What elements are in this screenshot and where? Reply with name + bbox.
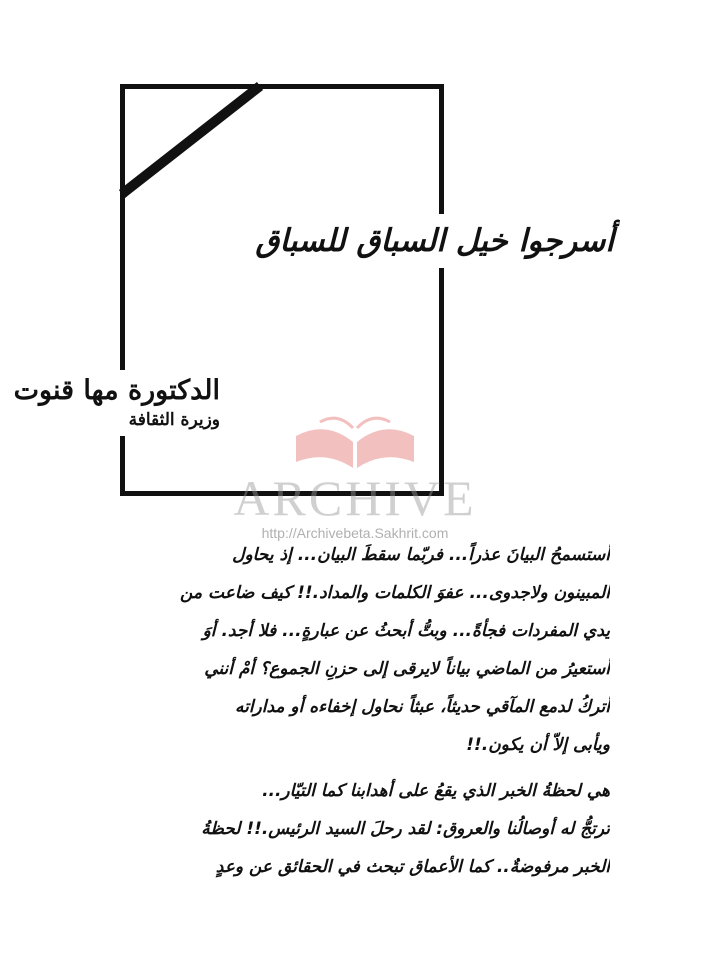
frame-corner-diagonal: [120, 84, 280, 214]
text-line: أتركُ لدمع المآقي حديثاً، عبثاً نحاول إخفاءه أو مداراته: [234, 697, 610, 717]
text-line: أستسمحُ البيانَ عذراً... فربّما سقطَ البيان... إذ يحاول: [232, 545, 610, 565]
article-title: أسرجوا خيل السباق للسباق: [248, 214, 614, 268]
text-line: يدي المفردات فجأةً... وبتُّ أبحثُ عن عبارةٍ... فلا أجد. أوَ: [202, 621, 610, 641]
paragraph: [96, 772, 610, 886]
watermark-url: http://Archivebeta.Sakhrit.com: [261, 525, 449, 541]
author-block: [13, 370, 220, 436]
author-name: الدكتورة مها قنوت: [13, 375, 220, 406]
paragraph: [96, 536, 610, 764]
text-line: الخبر مرفوضةٌ.. كما الأعماق تبحث في الحقائق عن وعدٍ: [215, 857, 610, 877]
text-line: أستعيرُ من الماضي بياناً لايرقى إلى حزنِ الجموع؟ أمْ أنني: [204, 659, 610, 679]
watermark-text: ARCHIVE: [233, 470, 477, 526]
text-line: ويأبى إلاّ أن يكون.!!: [466, 735, 610, 755]
text-line: ترتجُّ له أوصالُنا والعروق: لقد رحلَ السيد الرئيس.!! لحظةُ: [201, 819, 610, 839]
article-body: [96, 536, 610, 886]
text-line: هي لحظةُ الخبر الذي يقعُ على أهدابنا كما التيّار...: [262, 781, 610, 801]
text-line: المبينون ولاجدوى... عفوَ الكلمات والمداد.!! كيف ضاعت من: [180, 583, 610, 603]
author-role: وزيرة الثقافة: [128, 410, 220, 430]
